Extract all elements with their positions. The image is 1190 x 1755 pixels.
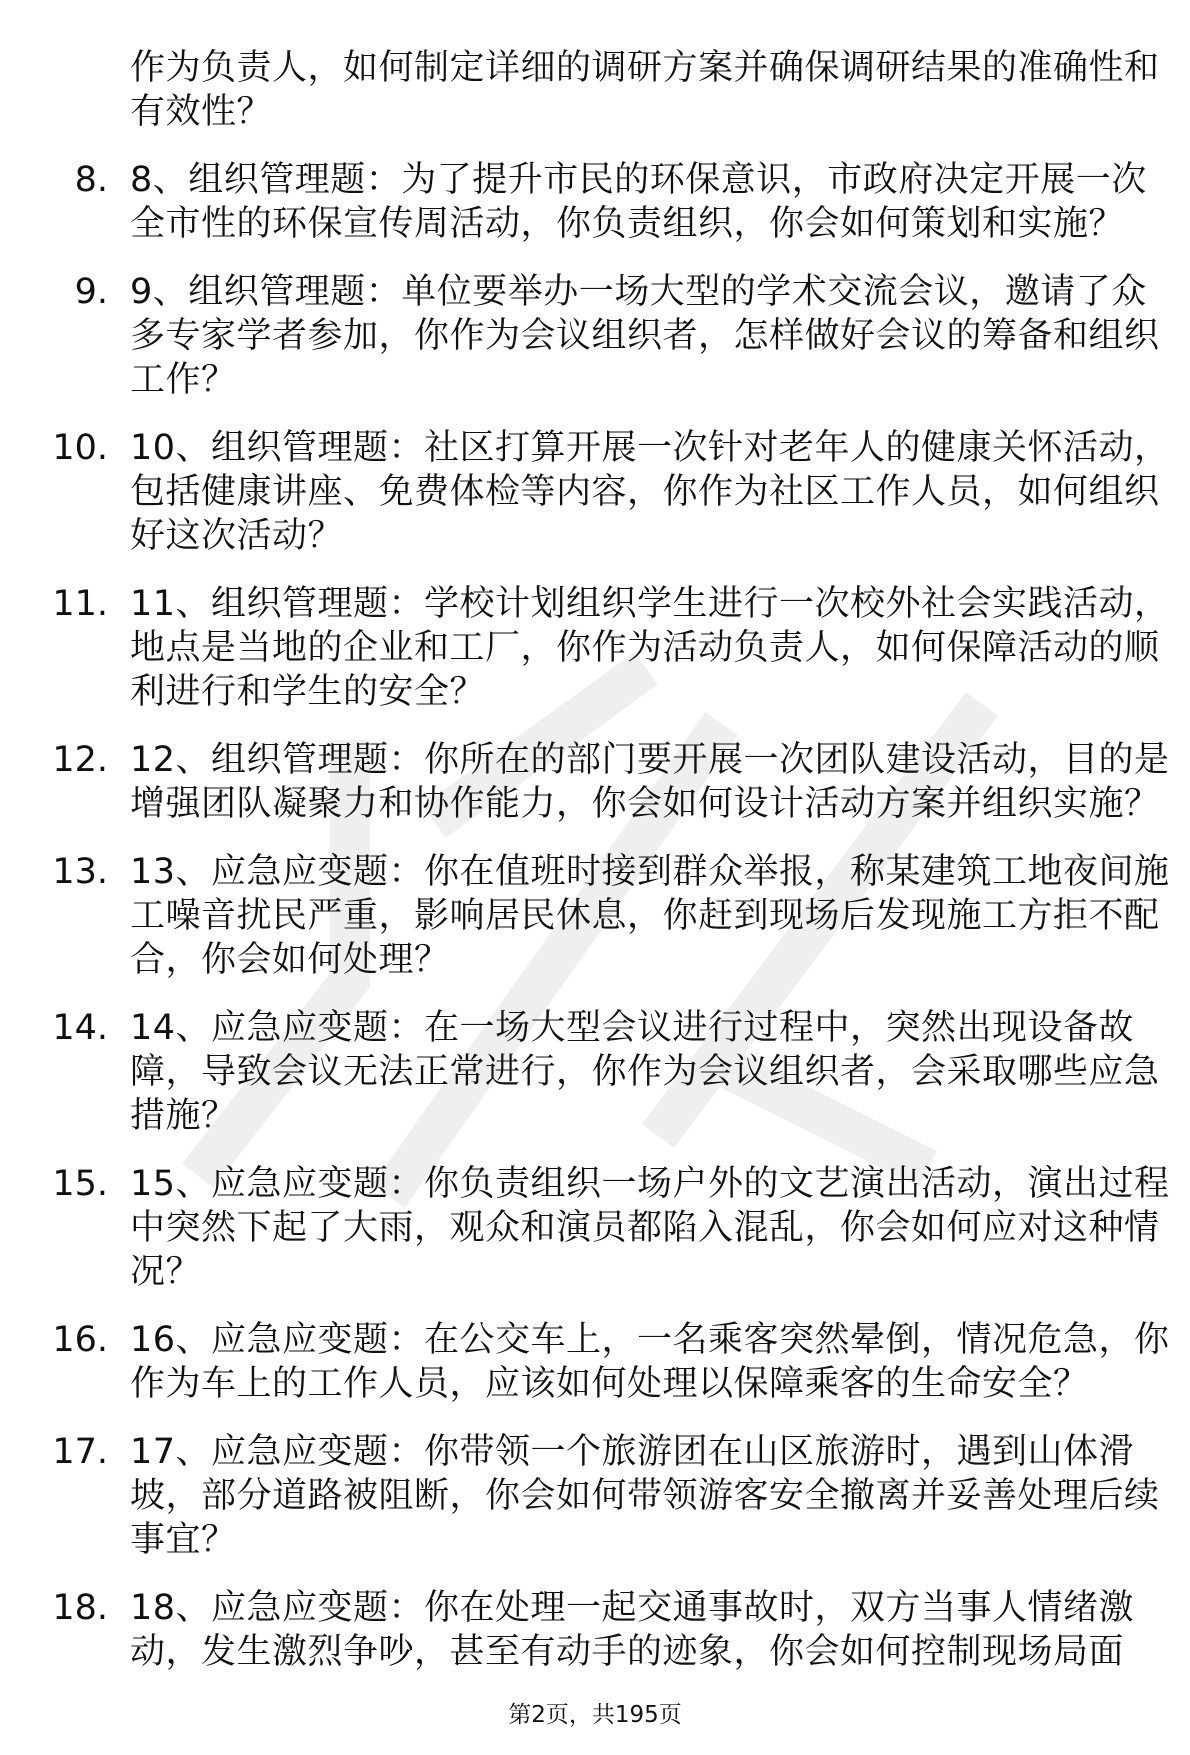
item-text: 8、组织管理题：为了提升市民的环保意识，市政府决定开展一次全市性的环保宣传周活动，你负责组织，你会如何策划和实施？: [130, 160, 1147, 244]
item-number: 11.: [52, 584, 108, 624]
item-number: 15.: [52, 1164, 108, 1204]
list-item: [0, 1430, 1175, 1562]
item-text: 10、组织管理题：社区打算开展一次针对老年人的健康关怀活动，包括健康讲座、免费体检等内容，你作为社区工作人员，如何组织好这次活动？: [130, 428, 1170, 556]
list-item: [0, 1586, 1175, 1674]
item-text: 18、应急应变题：你在处理一起交通事故时，双方当事人情绪激动，发生激烈争吵，甚至有动手的迹象，你会如何控制现场局面: [130, 1588, 1135, 1672]
page-number: 第2页，共195页: [508, 1702, 682, 1728]
list-item: [0, 426, 1175, 558]
list-item: [0, 582, 1175, 714]
item-number: 10.: [52, 428, 108, 468]
item-number: 14.: [52, 1008, 108, 1048]
list-item: [0, 738, 1175, 826]
item-text: 11、组织管理题：学校计划组织学生进行一次校外社会实践活动，地点是当地的企业和工厂，你作为活动负责人，如何保障活动的顺利进行和学生的安全？: [130, 584, 1170, 712]
item-number: 9.: [74, 272, 108, 312]
item-number: 12.: [52, 740, 108, 780]
list-item: [0, 850, 1175, 982]
item-text: 13、应急应变题：你在值班时接到群众举报，称某建筑工地夜间施工噪音扰民严重，影响居民休息，你赶到现场后发现施工方拒不配合，你会如何处理？: [130, 852, 1170, 980]
list-item: [0, 270, 1175, 402]
item-text: 17、应急应变题：你带领一个旅游团在山区旅游时，遇到山体滑坡，部分道路被阻断，你会如何带领游客安全撤离并妥善处理后续事宜？: [130, 1432, 1160, 1560]
item-text: 16、应急应变题：在公交车上，一名乘客突然晕倒，情况危急，你作为车上的工作人员，应该如何处理以保障乘客的生命安全？: [130, 1320, 1170, 1404]
list-item: [0, 1318, 1175, 1406]
item-text: 15、应急应变题：你负责组织一场户外的文艺演出活动，演出过程中突然下起了大雨，观众和演员都陷入混乱，你会如何应对这种情况？: [130, 1164, 1170, 1292]
intro-paragraph: 作为负责人，如何制定详细的调研方案并确保调研结果的准确性和有效性？: [130, 48, 1160, 132]
item-text: 12、组织管理题：你所在的部门要开展一次团队建设活动，目的是增强团队凝聚力和协作能力，你会如何设计活动方案并组织实施？: [130, 740, 1170, 824]
item-text: 9、组织管理题：单位要举办一场大型的学术交流会议，邀请了众多专家学者参加，你作为会议组织者，怎样做好会议的筹备和组织工作？: [130, 272, 1160, 400]
question-list: [0, 158, 1190, 1674]
list-item: [0, 1006, 1175, 1138]
item-text: 14、应急应变题：在一场大型会议进行过程中，突然出现设备故障，导致会议无法正常进行，你作为会议组织者，会采取哪些应急措施？: [130, 1008, 1160, 1136]
item-number: 13.: [52, 852, 108, 892]
list-item: [0, 158, 1175, 246]
item-number: 16.: [52, 1320, 108, 1360]
item-number: 18.: [52, 1588, 108, 1628]
item-number: 8.: [74, 160, 108, 200]
item-number: 17.: [52, 1432, 108, 1472]
page-footer: [0, 1700, 1190, 1730]
list-item: [0, 1162, 1175, 1294]
document-content: [0, 46, 1190, 1698]
